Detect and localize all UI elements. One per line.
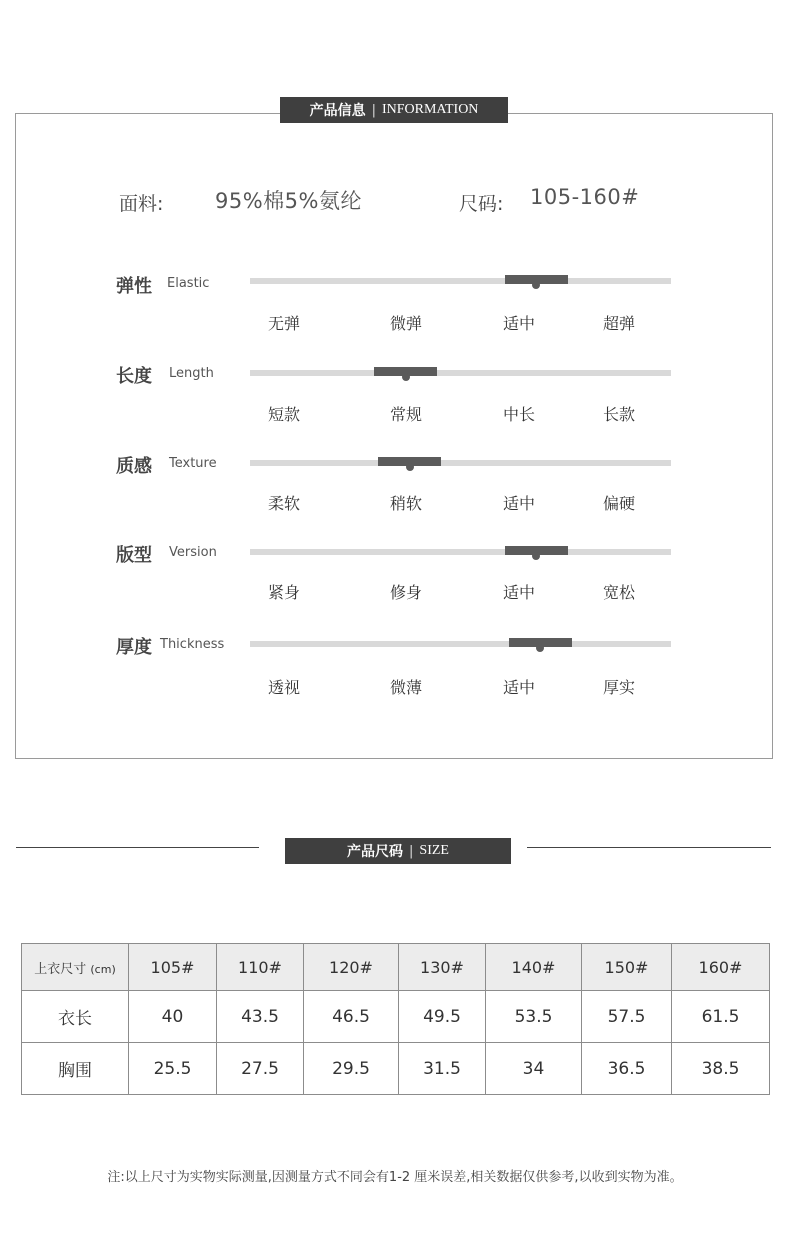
- attribute-label-cn: 质感: [116, 456, 152, 477]
- attribute-scale-track: [250, 278, 671, 284]
- size-table-corner-unit: (cm): [90, 962, 116, 976]
- attribute-level-marker: [374, 367, 437, 376]
- row-label: 衣长: [22, 991, 129, 1043]
- attribute-option: 厚实: [602, 678, 635, 697]
- table-cell: 49.5: [399, 991, 486, 1043]
- attribute-label-en: Thickness: [160, 637, 225, 652]
- table-row: [22, 1043, 770, 1095]
- attribute-option: 柔软: [267, 494, 300, 513]
- table-cell: 36.5: [582, 1043, 672, 1095]
- attribute-option: 常规: [389, 405, 422, 424]
- table-cell: 38.5: [672, 1043, 770, 1095]
- size-header: [285, 838, 511, 864]
- table-cell: 61.5: [672, 991, 770, 1043]
- attribute-level-marker: [509, 638, 572, 647]
- table-cell: 46.5: [304, 991, 399, 1043]
- attribute-scale-track: [250, 370, 671, 376]
- attribute-option: 偏硬: [602, 494, 635, 513]
- information-header-en: INFORMATION: [381, 102, 479, 117]
- table-cell: 34: [486, 1043, 582, 1095]
- attribute-label-cn: 厚度: [116, 637, 152, 658]
- size-range-value: 105-160#: [530, 185, 640, 209]
- fabric-value: 95%棉5%氨纶: [215, 189, 362, 213]
- information-header-cn: 产品信息: [309, 103, 366, 119]
- attribute-level-marker: [505, 546, 568, 555]
- size-col-header: 110#: [217, 944, 304, 991]
- attribute-option: 微薄: [389, 678, 422, 697]
- attribute-option: 透视: [267, 678, 300, 697]
- size-divider-left: [16, 847, 259, 848]
- attribute-label-en: Elastic: [167, 276, 210, 291]
- size-header-en: SIZE: [419, 843, 449, 858]
- size-table: [21, 943, 770, 1095]
- attribute-option: 长款: [602, 405, 635, 424]
- attribute-option: 无弹: [267, 314, 300, 333]
- attribute-option: 适中: [502, 583, 535, 602]
- table-cell: 43.5: [217, 991, 304, 1043]
- size-table-corner: [22, 944, 129, 991]
- size-col-header: 120#: [304, 944, 399, 991]
- table-cell: 53.5: [486, 991, 582, 1043]
- size-col-header: 105#: [129, 944, 217, 991]
- attribute-option: 紧身: [267, 583, 300, 602]
- row-label: 胸围: [22, 1043, 129, 1095]
- attribute-label-cn: 长度: [116, 366, 152, 387]
- attribute-label-en: Texture: [169, 456, 217, 471]
- attribute-label-en: Version: [169, 545, 217, 560]
- size-header-cn: 产品尺码: [347, 844, 404, 860]
- size-range-label: 尺码:: [459, 193, 504, 215]
- attribute-option: 修身: [389, 583, 422, 602]
- size-header-separator: |: [409, 843, 414, 859]
- disclaimer-note: 注:以上尺寸为实物实际测量,因测量方式不同会有1-2 厘米误差,相关数据仅供参考,以收到实物为准。: [107, 1170, 683, 1185]
- attribute-label-cn: 弹性: [116, 276, 152, 297]
- information-header-separator: |: [371, 102, 376, 118]
- information-header: [280, 97, 508, 123]
- attribute-label-en: Length: [169, 366, 214, 381]
- marker-pointer: [406, 463, 414, 471]
- attribute-scale-track: [250, 460, 671, 466]
- size-col-header: 130#: [399, 944, 486, 991]
- table-cell: 31.5: [399, 1043, 486, 1095]
- attribute-scale-track: [250, 641, 671, 647]
- fabric-label: 面料:: [119, 193, 164, 215]
- attribute-level-marker: [505, 275, 568, 284]
- size-col-header: 150#: [582, 944, 672, 991]
- table-cell: 40: [129, 991, 217, 1043]
- table-cell: 29.5: [304, 1043, 399, 1095]
- marker-pointer: [402, 373, 410, 381]
- size-col-header: 160#: [672, 944, 770, 991]
- attribute-option: 适中: [502, 494, 535, 513]
- attribute-option: 宽松: [602, 583, 635, 602]
- attribute-option: 微弹: [389, 314, 422, 333]
- attribute-scale-track: [250, 549, 671, 555]
- table-cell: 57.5: [582, 991, 672, 1043]
- attribute-label-cn: 版型: [116, 545, 152, 566]
- attribute-option: 超弹: [602, 314, 635, 333]
- table-cell: 25.5: [129, 1043, 217, 1095]
- attribute-option: 中长: [502, 405, 535, 424]
- attribute-level-marker: [378, 457, 441, 466]
- attribute-option: 适中: [502, 678, 535, 697]
- attribute-option: 短款: [267, 405, 300, 424]
- size-col-header: 140#: [486, 944, 582, 991]
- size-table-header-row: [22, 944, 770, 991]
- attribute-option: 稍软: [389, 494, 422, 513]
- table-cell: 27.5: [217, 1043, 304, 1095]
- attribute-option: 适中: [502, 314, 535, 333]
- table-row: [22, 991, 770, 1043]
- size-divider-right: [527, 847, 771, 848]
- size-table-corner-label: 上衣尺寸: [34, 961, 87, 977]
